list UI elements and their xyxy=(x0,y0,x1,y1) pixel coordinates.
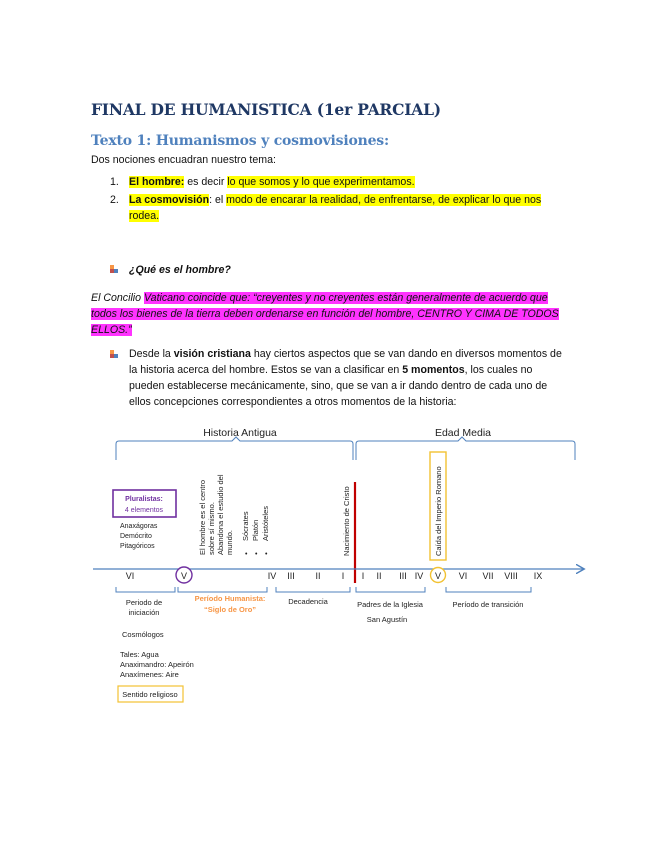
brace-edad-media xyxy=(356,437,575,460)
cosmologo-item: Tales: Agua xyxy=(120,650,159,659)
list-item-1-term: El hombre: xyxy=(129,176,185,188)
pluralista-name: Demócrito xyxy=(120,533,152,540)
tick-label: II xyxy=(376,571,382,581)
list-item-1-post: . xyxy=(411,176,415,188)
list-item-1-highlight: lo que somos y lo que experimentamos xyxy=(227,176,412,188)
tick-label: VI xyxy=(458,571,468,581)
vision-post: , los cuales no pueden establecerse mecánicamente, sino, que se van a ir dando dentro de cada uno de ellos concepciones correspondientes a otros momentos de la historia: xyxy=(129,364,548,408)
periodo-iniciacion-line: Periodo de xyxy=(125,598,163,607)
periodo-humanista-label: Período Humanista: xyxy=(194,594,266,603)
page-title: FINAL DE HUMANISTICA (1er PARCIAL) xyxy=(91,100,441,119)
vertical-text-humanismo xyxy=(198,474,234,555)
tick-label: VI xyxy=(125,571,135,581)
brace-historia-antigua xyxy=(116,437,353,460)
concilio-highlight: Vaticano coincide que: “creyentes y no creyentes están generalmente de acuerdo que todos los bienes de la tierra deben ordenarse en función del hombre, CENTRO Y CIMA DE TODOS ELLOS.” xyxy=(91,292,559,336)
vertical-line: mundo. xyxy=(225,529,234,555)
tick-label: I xyxy=(361,571,365,581)
vertical-line: sobre sí mismo. xyxy=(207,502,216,555)
tick-label: V xyxy=(180,571,188,581)
caida-label: Caída del Imperio Romano xyxy=(434,466,443,556)
section-subtitle: Texto 1: Humanismos y cosmovisiones: xyxy=(91,133,389,149)
tick-label: I xyxy=(341,571,345,581)
tick-label: III xyxy=(287,571,295,581)
vertical-text-filosofos xyxy=(241,506,270,558)
philosopher-name: Platón xyxy=(251,519,260,541)
question-heading: ¿Qué es el hombre? xyxy=(129,264,231,276)
tick-label: IV xyxy=(414,571,424,581)
vision-bold: visión cristiana xyxy=(173,348,251,360)
bullet-dot: • xyxy=(255,551,258,558)
tick-label: VII xyxy=(482,571,494,581)
nacimiento-cristo-label: Nacimiento de Cristo xyxy=(342,486,351,556)
padres-label: Padres de la Iglesia xyxy=(357,600,423,609)
list-item-2-highlight: modo de encarar la realidad, de enfrentarse, de explicar lo que nos rodea xyxy=(129,194,542,222)
brace-humanista xyxy=(178,587,267,592)
list-item-2-number: 2. xyxy=(110,194,119,206)
bullet-dot: • xyxy=(245,551,248,558)
pluralista-name: Anaxágoras xyxy=(120,523,158,530)
list-item-2-term: La cosmovisión xyxy=(129,194,210,206)
era-edad-media: Edad Media xyxy=(434,427,492,439)
bullet-dot: • xyxy=(265,551,268,558)
siglo-oro-label: “Siglo de Oro” xyxy=(203,605,257,614)
vision-bold-2: 5 momentos xyxy=(402,364,465,376)
brace-iniciacion xyxy=(116,587,175,592)
brace-transicion xyxy=(446,587,531,592)
tick-label: VIII xyxy=(504,571,518,581)
pluralista-name: Pitagóricos xyxy=(120,543,155,550)
decadencia-label: Decadencia xyxy=(288,597,328,606)
pluralistas-title: Pluralistas: xyxy=(125,496,163,503)
concilio-prefix: El Concilio xyxy=(91,292,144,304)
brace-padres xyxy=(356,587,425,592)
cosmologo-item: Anaxímenes: Aire xyxy=(120,670,179,679)
list-item-1-pre: es decir xyxy=(184,176,228,188)
intro-text: Dos nociones encuadran nuestro tema: xyxy=(91,154,276,166)
tick-label: II xyxy=(315,571,321,581)
list-item-2-post: . xyxy=(156,210,160,222)
brace-decadencia xyxy=(276,587,350,592)
vision-pre: Desde la xyxy=(129,348,174,360)
periodo-iniciacion-line: iniciación xyxy=(128,608,160,617)
philosopher-name: Sócrates xyxy=(241,511,250,541)
vertical-line: El hombre es el centro xyxy=(198,479,207,555)
list-item-1-number: 1. xyxy=(110,176,119,188)
transicion-label: Período de transición xyxy=(452,600,524,609)
tick-label: IV xyxy=(267,571,277,581)
philosopher-name: Aristóteles xyxy=(261,505,270,541)
vision-mid: hay ciertos aspectos que se van dando en diversos momentos de la historia acerca del hombre. Estos se van a clasificar en xyxy=(129,348,562,376)
tick-label: V xyxy=(434,571,442,581)
vertical-line: Abandona el estudio del xyxy=(216,474,225,555)
tick-label: III xyxy=(399,571,407,581)
list-item-2-pre: : el xyxy=(209,194,227,206)
pluralistas-subtitle: 4 elementos xyxy=(124,507,164,514)
cosmologos-label: Cosmólogos xyxy=(122,630,164,639)
cosmologo-item: Anaximandro: Apeirón xyxy=(120,660,194,669)
sentido-label: Sentido religioso xyxy=(122,690,178,699)
tick-label: IX xyxy=(533,571,543,581)
san-agustin-label: San Agustín xyxy=(366,615,408,624)
era-historia-antigua: Historia Antigua xyxy=(203,427,277,439)
